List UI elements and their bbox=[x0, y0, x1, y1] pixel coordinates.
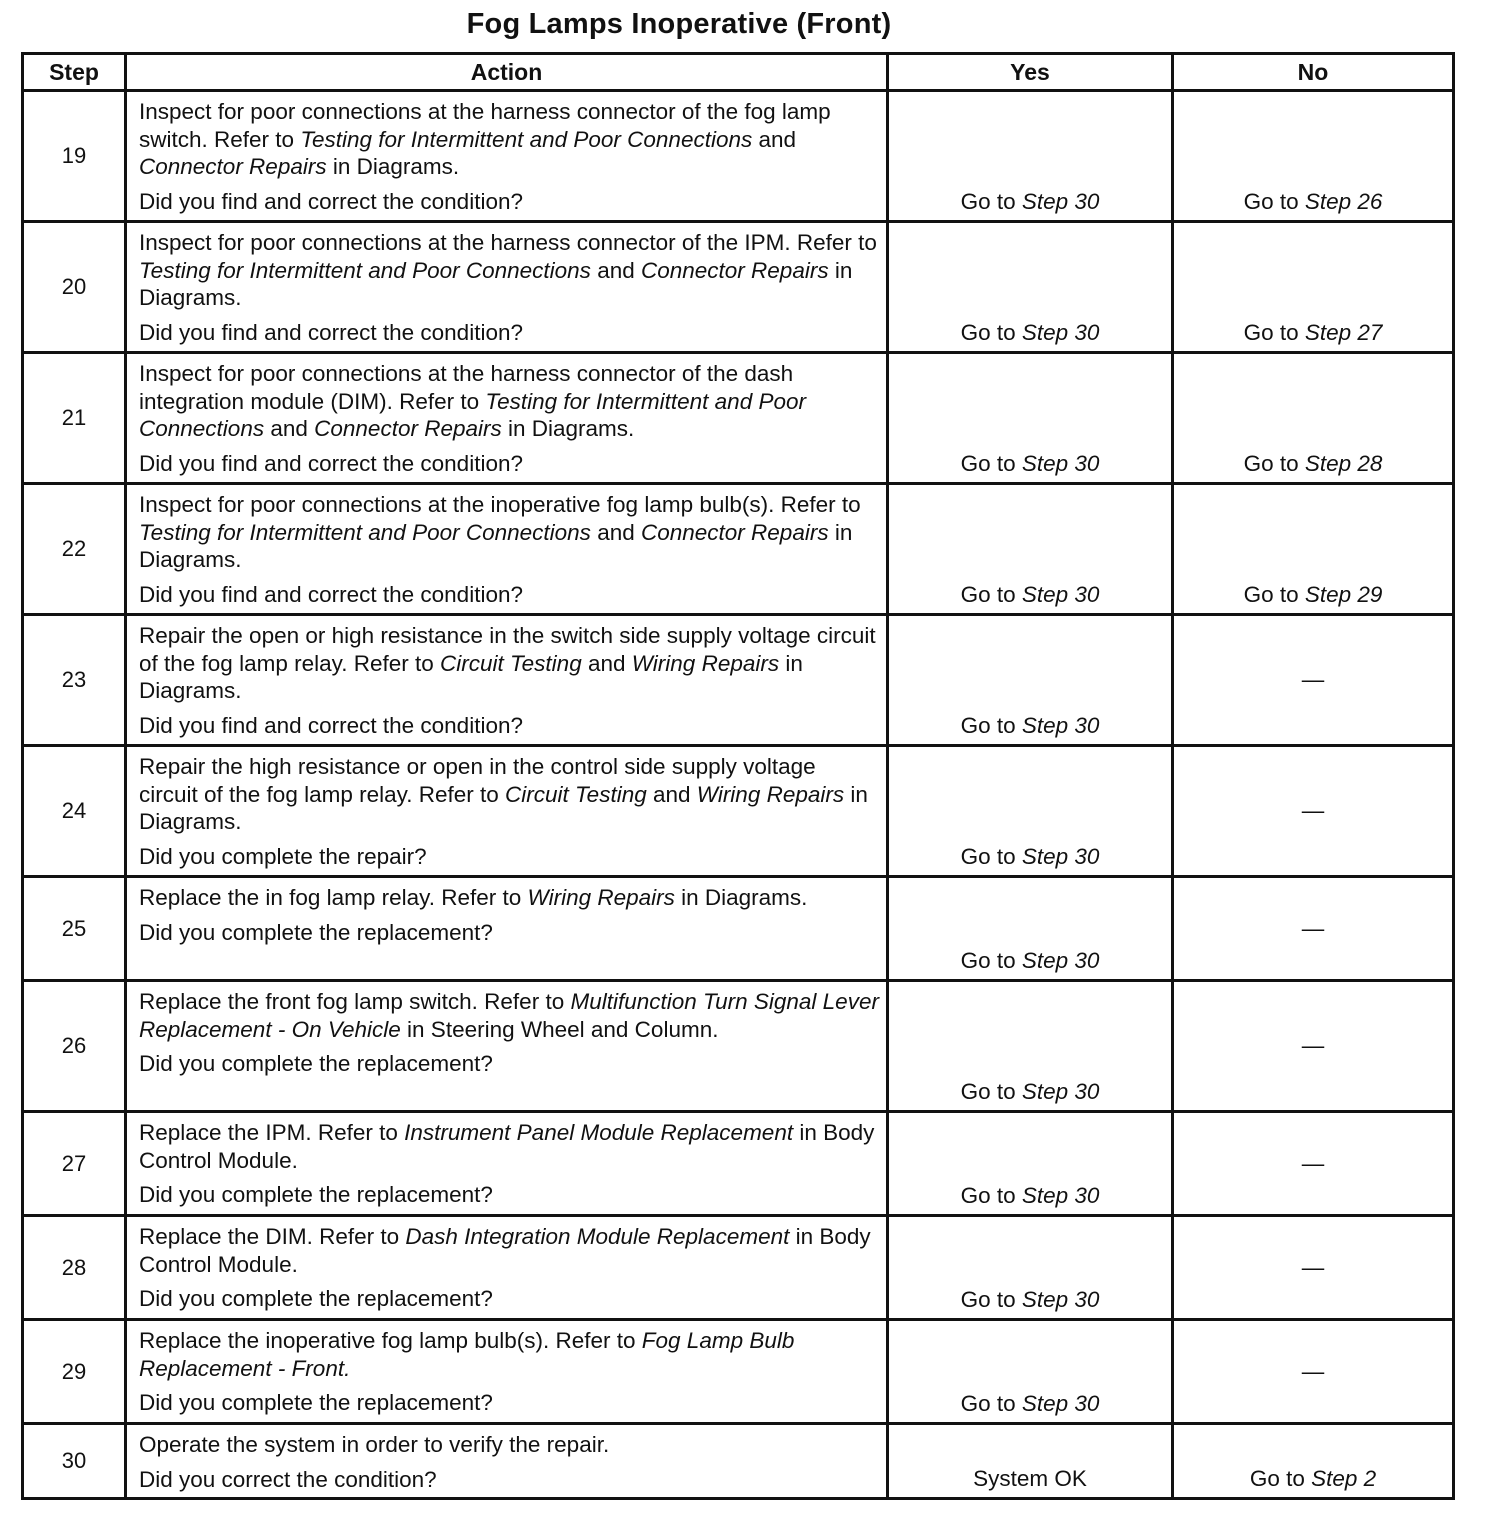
action-description bbox=[139, 1223, 880, 1278]
no-result-cell bbox=[1173, 1112, 1454, 1216]
action-cell bbox=[126, 746, 888, 877]
action-text: in Body Control Module. bbox=[139, 1224, 871, 1277]
step-number: 25 bbox=[23, 877, 126, 981]
reference-title: Wiring Repairs bbox=[527, 885, 675, 910]
action-text: Replace the front fog lamp switch. Refer to bbox=[139, 989, 571, 1014]
action-text: in Body Control Module. bbox=[139, 1120, 875, 1173]
action-description bbox=[139, 1431, 880, 1459]
action-description bbox=[139, 988, 880, 1043]
table-row bbox=[23, 1424, 1454, 1499]
column-header-action: Action bbox=[126, 54, 888, 91]
yes-step-link: Step 30 bbox=[1021, 844, 1100, 869]
yes-result-text: Go to bbox=[960, 582, 1022, 607]
reference-title: Connector Repairs bbox=[139, 154, 327, 179]
no-result-cell bbox=[1173, 1424, 1454, 1499]
action-question: Did you find and correct the condition? bbox=[139, 712, 523, 738]
yes-result-text: Go to bbox=[960, 189, 1022, 214]
reference-title: Wiring Repairs bbox=[631, 650, 780, 676]
action-description bbox=[139, 360, 880, 443]
action-text: in Diagrams. bbox=[139, 519, 853, 572]
no-result-text: Go to bbox=[1243, 451, 1305, 476]
reference-title: Testing for Intermittent and Poor Connections bbox=[300, 126, 753, 152]
yes-result-cell bbox=[888, 1320, 1173, 1424]
action-question: Did you complete the replacement? bbox=[139, 1286, 493, 1311]
action-text: and bbox=[581, 650, 632, 676]
action-question: Did you complete the replacement? bbox=[139, 919, 493, 945]
action-cell bbox=[126, 222, 888, 353]
no-result-text: — bbox=[1301, 1033, 1325, 1058]
reference-title: Multifunction Turn Signal Lever Replacement - On Vehicle bbox=[139, 989, 879, 1042]
header-row bbox=[23, 54, 1454, 91]
yes-result-cell bbox=[888, 222, 1173, 353]
action-description bbox=[139, 1119, 880, 1174]
action-text: and bbox=[752, 126, 797, 152]
yes-step-link: Step 30 bbox=[1021, 713, 1100, 738]
yes-result-cell bbox=[888, 484, 1173, 615]
action-question: Did you complete the replacement? bbox=[139, 1390, 493, 1415]
table-row bbox=[23, 91, 1454, 222]
action-text: Inspect for poor connections at the harness connector of the dash integration module (DIM). Refer to bbox=[139, 361, 794, 414]
action-text: Inspect for poor connections at the inoperative fog lamp bulb(s). Refer to bbox=[139, 492, 861, 517]
no-result-cell bbox=[1173, 484, 1454, 615]
reference-title: Testing for Intermittent and Poor Connections bbox=[139, 388, 806, 441]
reference-title: Instrument Panel Module Replacement bbox=[404, 1120, 794, 1145]
action-question: Did you find and correct the condition? bbox=[139, 188, 523, 214]
action-text: and bbox=[646, 781, 697, 807]
table-row bbox=[23, 746, 1454, 877]
table-row bbox=[23, 877, 1454, 981]
step-number: 27 bbox=[23, 1112, 126, 1216]
table-row bbox=[23, 1320, 1454, 1424]
no-step-link: Step 29 bbox=[1304, 582, 1383, 607]
action-question: Did you correct the condition? bbox=[139, 1466, 437, 1492]
reference-title: Dash Integration Module Replacement bbox=[405, 1224, 790, 1249]
step-number: 26 bbox=[23, 981, 126, 1112]
yes-result-cell bbox=[888, 353, 1173, 484]
yes-result-cell bbox=[888, 1216, 1173, 1320]
action-cell bbox=[126, 1216, 888, 1320]
no-result-cell bbox=[1173, 981, 1454, 1112]
no-result-text: — bbox=[1301, 667, 1325, 692]
action-cell bbox=[126, 615, 888, 746]
yes-result-text: System OK bbox=[973, 1466, 1087, 1491]
table-row bbox=[23, 615, 1454, 746]
table-body bbox=[23, 91, 1454, 1499]
reference-title: Connector Repairs bbox=[314, 416, 502, 441]
yes-step-link: Step 30 bbox=[1021, 1079, 1100, 1104]
step-number: 20 bbox=[23, 222, 126, 353]
action-cell bbox=[126, 1320, 888, 1424]
yes-result-text: Go to bbox=[960, 320, 1022, 345]
yes-result-text: Go to bbox=[960, 451, 1022, 476]
action-text: Repair the open or high resistance in the switch side supply voltage circuit of the fog lamp relay. Refer to bbox=[139, 623, 876, 676]
yes-result-cell bbox=[888, 877, 1173, 981]
no-result-cell bbox=[1173, 1320, 1454, 1424]
action-description bbox=[139, 884, 880, 912]
no-result-text: — bbox=[1301, 1150, 1325, 1176]
no-step-link: Step 26 bbox=[1304, 189, 1383, 214]
action-text: in Diagrams. bbox=[501, 416, 635, 441]
table-row bbox=[23, 222, 1454, 353]
action-text: Replace the IPM. Refer to bbox=[139, 1120, 405, 1145]
reference-title: Circuit Testing bbox=[439, 650, 582, 676]
page-title: Fog Lamps Inoperative (Front) bbox=[466, 8, 892, 40]
yes-result-cell bbox=[888, 746, 1173, 877]
no-result-text: Go to bbox=[1249, 1466, 1312, 1491]
yes-result-text: Go to bbox=[960, 1287, 1022, 1312]
yes-step-link: Step 30 bbox=[1021, 948, 1100, 973]
action-cell bbox=[126, 877, 888, 981]
step-number: 22 bbox=[23, 484, 126, 615]
column-header-yes: Yes bbox=[888, 54, 1173, 91]
no-step-link: Step 2 bbox=[1311, 1466, 1377, 1491]
yes-result-text: Go to bbox=[960, 1183, 1022, 1208]
no-result-cell bbox=[1173, 615, 1454, 746]
action-text: Repair the high resistance or open in the control side supply voltage circuit of the fog lamp relay. Refer to bbox=[139, 754, 816, 807]
no-result-text: — bbox=[1301, 1254, 1325, 1280]
action-text: and bbox=[590, 257, 641, 283]
no-step-link: Step 27 bbox=[1304, 320, 1383, 345]
step-number: 23 bbox=[23, 615, 126, 746]
yes-step-link: Step 30 bbox=[1021, 1287, 1100, 1312]
action-text: Operate the system in order to verify the repair. bbox=[139, 1432, 610, 1457]
yes-step-link: Step 30 bbox=[1021, 1183, 1100, 1208]
action-text: Inspect for poor connections at the harness connector of the IPM. Refer to bbox=[139, 230, 877, 255]
action-text: and bbox=[264, 416, 315, 441]
yes-result-cell bbox=[888, 91, 1173, 222]
table-row bbox=[23, 1216, 1454, 1320]
reference-title: Wiring Repairs bbox=[696, 781, 845, 807]
yes-result-text: Go to bbox=[960, 713, 1022, 738]
yes-step-link: Step 30 bbox=[1021, 1391, 1100, 1416]
step-number: 19 bbox=[23, 91, 126, 222]
table-row bbox=[23, 484, 1454, 615]
no-result-cell bbox=[1173, 1216, 1454, 1320]
action-cell bbox=[126, 981, 888, 1112]
no-result-cell bbox=[1173, 222, 1454, 353]
reference-title: Connector Repairs bbox=[640, 257, 829, 283]
diagnostic-table bbox=[21, 52, 1455, 1500]
table-row bbox=[23, 353, 1454, 484]
table-row bbox=[23, 1112, 1454, 1216]
yes-step-link: Step 30 bbox=[1021, 451, 1100, 476]
no-result-cell bbox=[1173, 877, 1454, 981]
column-header-no: No bbox=[1173, 54, 1454, 91]
action-text: Replace the DIM. Refer to bbox=[139, 1224, 406, 1249]
action-cell bbox=[126, 353, 888, 484]
yes-result-text: Go to bbox=[960, 948, 1022, 973]
no-result-cell bbox=[1173, 91, 1454, 222]
action-text: Replace the inoperative fog lamp bulb(s). Refer to bbox=[139, 1328, 642, 1353]
action-cell bbox=[126, 1424, 888, 1499]
no-result-cell bbox=[1173, 353, 1454, 484]
action-description bbox=[139, 1327, 880, 1382]
yes-result-cell bbox=[888, 615, 1173, 746]
action-text: Inspect for poor connections at the harness connector of the fog lamp switch. Refer to bbox=[139, 99, 831, 152]
no-result-text: Go to bbox=[1243, 189, 1305, 214]
action-description bbox=[139, 229, 880, 312]
action-question: Did you find and correct the condition? bbox=[139, 450, 523, 476]
action-description bbox=[139, 98, 880, 181]
no-step-link: Step 28 bbox=[1304, 451, 1383, 476]
action-description bbox=[139, 491, 880, 574]
step-number: 30 bbox=[23, 1424, 126, 1499]
yes-step-link: Step 30 bbox=[1021, 320, 1100, 345]
action-text: in Diagrams. bbox=[139, 650, 803, 703]
no-result-text: Go to bbox=[1243, 320, 1305, 345]
action-question: Did you complete the repair? bbox=[139, 843, 427, 869]
no-result-text: — bbox=[1301, 1358, 1325, 1384]
action-cell bbox=[126, 91, 888, 222]
column-header-step: Step bbox=[23, 54, 126, 91]
yes-result-text: Go to bbox=[960, 1391, 1022, 1416]
step-number: 21 bbox=[23, 353, 126, 484]
yes-result-cell bbox=[888, 1112, 1173, 1216]
action-cell bbox=[126, 1112, 888, 1216]
action-text: in Diagrams. bbox=[139, 781, 868, 834]
no-result-text: — bbox=[1301, 915, 1325, 941]
action-text: in Diagrams. bbox=[674, 885, 808, 910]
step-number: 29 bbox=[23, 1320, 126, 1424]
no-result-text: — bbox=[1301, 798, 1325, 823]
reference-title: Testing for Intermittent and Poor Connections bbox=[139, 519, 591, 545]
action-text: in Diagrams. bbox=[139, 257, 853, 310]
action-question: Did you complete the replacement? bbox=[139, 1182, 493, 1207]
step-number: 28 bbox=[23, 1216, 126, 1320]
no-result-cell bbox=[1173, 746, 1454, 877]
step-number: 24 bbox=[23, 746, 126, 877]
yes-result-cell bbox=[888, 981, 1173, 1112]
action-question: Did you find and correct the condition? bbox=[139, 319, 523, 345]
yes-result-text: Go to bbox=[960, 844, 1022, 869]
action-text: in Steering Wheel and Column. bbox=[400, 1016, 719, 1042]
yes-result-cell bbox=[888, 1424, 1173, 1499]
action-text: and bbox=[590, 519, 641, 545]
action-question: Did you find and correct the condition? bbox=[139, 581, 523, 607]
reference-title: Fog Lamp Bulb Replacement - Front. bbox=[139, 1328, 795, 1381]
yes-step-link: Step 30 bbox=[1021, 189, 1100, 214]
table-row bbox=[23, 981, 1454, 1112]
no-result-text: Go to bbox=[1243, 582, 1305, 607]
action-text: in Diagrams. bbox=[326, 154, 460, 179]
yes-result-text: Go to bbox=[960, 1079, 1022, 1104]
reference-title: Connector Repairs bbox=[640, 519, 829, 545]
reference-title: Circuit Testing bbox=[505, 781, 647, 807]
action-cell bbox=[126, 484, 888, 615]
reference-title: Testing for Intermittent and Poor Connections bbox=[139, 257, 591, 283]
action-description bbox=[139, 622, 880, 705]
action-question: Did you complete the replacement? bbox=[139, 1051, 493, 1076]
yes-step-link: Step 30 bbox=[1021, 582, 1100, 607]
action-text: Replace the in fog lamp relay. Refer to bbox=[139, 885, 528, 910]
action-description bbox=[139, 753, 880, 836]
